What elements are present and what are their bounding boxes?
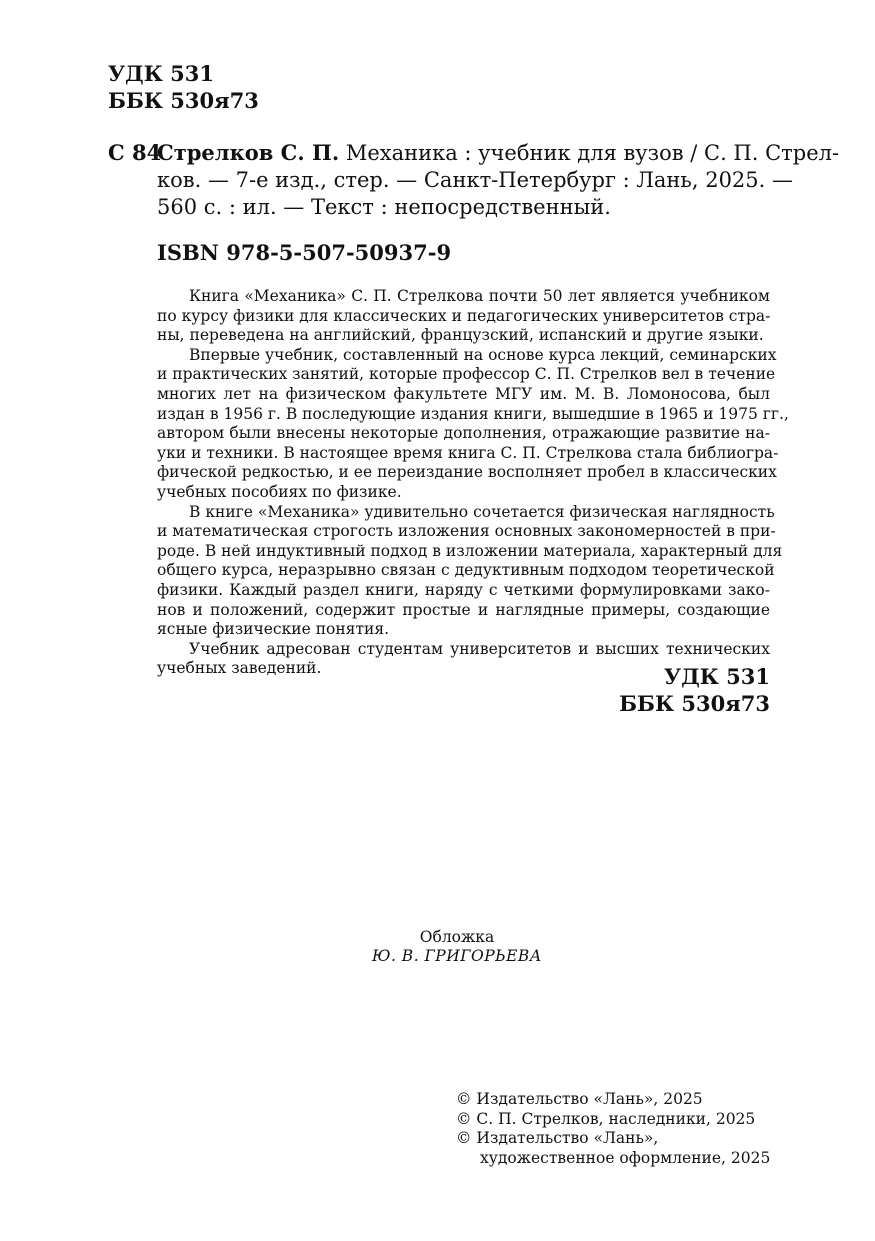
cover-artist: Ю. В. ГРИГОРЬЕВА	[371, 947, 543, 965]
annotation-line: Учебник адресован студентам университетов и высших технических	[189, 639, 770, 658]
copyright-block	[456, 1090, 770, 1168]
annotation-line: учебных пособиях по физике.	[157, 482, 402, 501]
isbn: ISBN 978-5-507-50937-9	[157, 240, 452, 265]
citation-line: 560 с. : ил. — Текст : непосредственный.	[157, 195, 611, 219]
annotation-line: роде. В ней индуктивный подход в изложении материала, характерный для	[157, 541, 783, 560]
author-mark: С 84	[108, 140, 162, 165]
bbk-code: ББК 530я73	[108, 88, 259, 113]
bibliographic-citation	[157, 139, 840, 221]
annotation-line: многих лет на физическом факультете МГУ им. М. В. Ломоносова, был	[157, 384, 770, 403]
annotation-line: общего курса, неразрывно связан с дедуктивным подходом теоретической	[157, 561, 775, 580]
cover-credit	[287, 928, 627, 966]
annotation-line: издан в 1956 г. В последующие издания книги, вышедшие в 1965 и 1975 гг.,	[157, 404, 789, 423]
bbk-code: ББК 530я73	[619, 691, 770, 716]
copyright-line: © С. П. Стрелков, наследники, 2025	[456, 1109, 756, 1128]
annotation-line: и практических занятий, которые профессор С. П. Стрелков вел в течение	[157, 365, 776, 384]
citation-author: Стрелков С. П.	[157, 140, 340, 165]
copyright-line: © Издательство «Лань», 2025	[456, 1090, 703, 1108]
annotation-line: нов и положений, содержит простые и наглядные примеры, создающие	[157, 600, 770, 619]
copyright-line: © Издательство «Лань»,	[456, 1129, 659, 1147]
annotation-line: ясные физические понятия.	[157, 620, 390, 639]
udk-code: УДК 531	[108, 61, 214, 86]
copyright-line: художественное оформление, 2025	[480, 1148, 771, 1167]
udk-code: УДК 531	[664, 664, 770, 689]
annotation-line: по курсу физики для классических и педагогических университетов стра-	[157, 306, 771, 325]
udk-header-block	[108, 60, 259, 114]
cover-label: Обложка	[419, 928, 495, 946]
annotation-line: учебных заведений.	[157, 659, 322, 678]
udk-footer-block	[560, 663, 770, 717]
citation-line: ков. — 7-е изд., стер. — Санкт-Петербург : Лань, 2025. —	[157, 168, 793, 192]
annotation-line: и математическая строгость изложения основных закономерностей в при-	[157, 522, 776, 541]
annotation-line: уки и техники. В настоящее время книга С. П. Стрелкова стала библиогра-	[157, 443, 779, 462]
annotation-line: автором были внесены некоторые дополнения, отражающие развитие на-	[157, 424, 770, 443]
annotation	[157, 287, 789, 679]
annotation-line: Книга «Механика» С. П. Стрелкова почти 50 лет является учебником	[189, 287, 770, 305]
annotation-line: ны, переведена на английский, французский, испанский и другие языки.	[157, 326, 764, 345]
citation-line	[157, 139, 840, 167]
annotation-line: фической редкостью, и ее переиздание восполняет пробел в классических	[157, 463, 777, 482]
annotation-line: физики. Каждый раздел книги, наряду с четкими формулировками зако-	[157, 580, 770, 599]
annotation-line: Впервые учебник, составленный на основе курса лекций, семинарских	[189, 345, 777, 364]
annotation-line: В книге «Механика» удивительно сочетается физическая наглядность	[189, 502, 775, 521]
citation-title: Механика : учебник для вузов / С. П. Стрел-	[339, 141, 840, 165]
